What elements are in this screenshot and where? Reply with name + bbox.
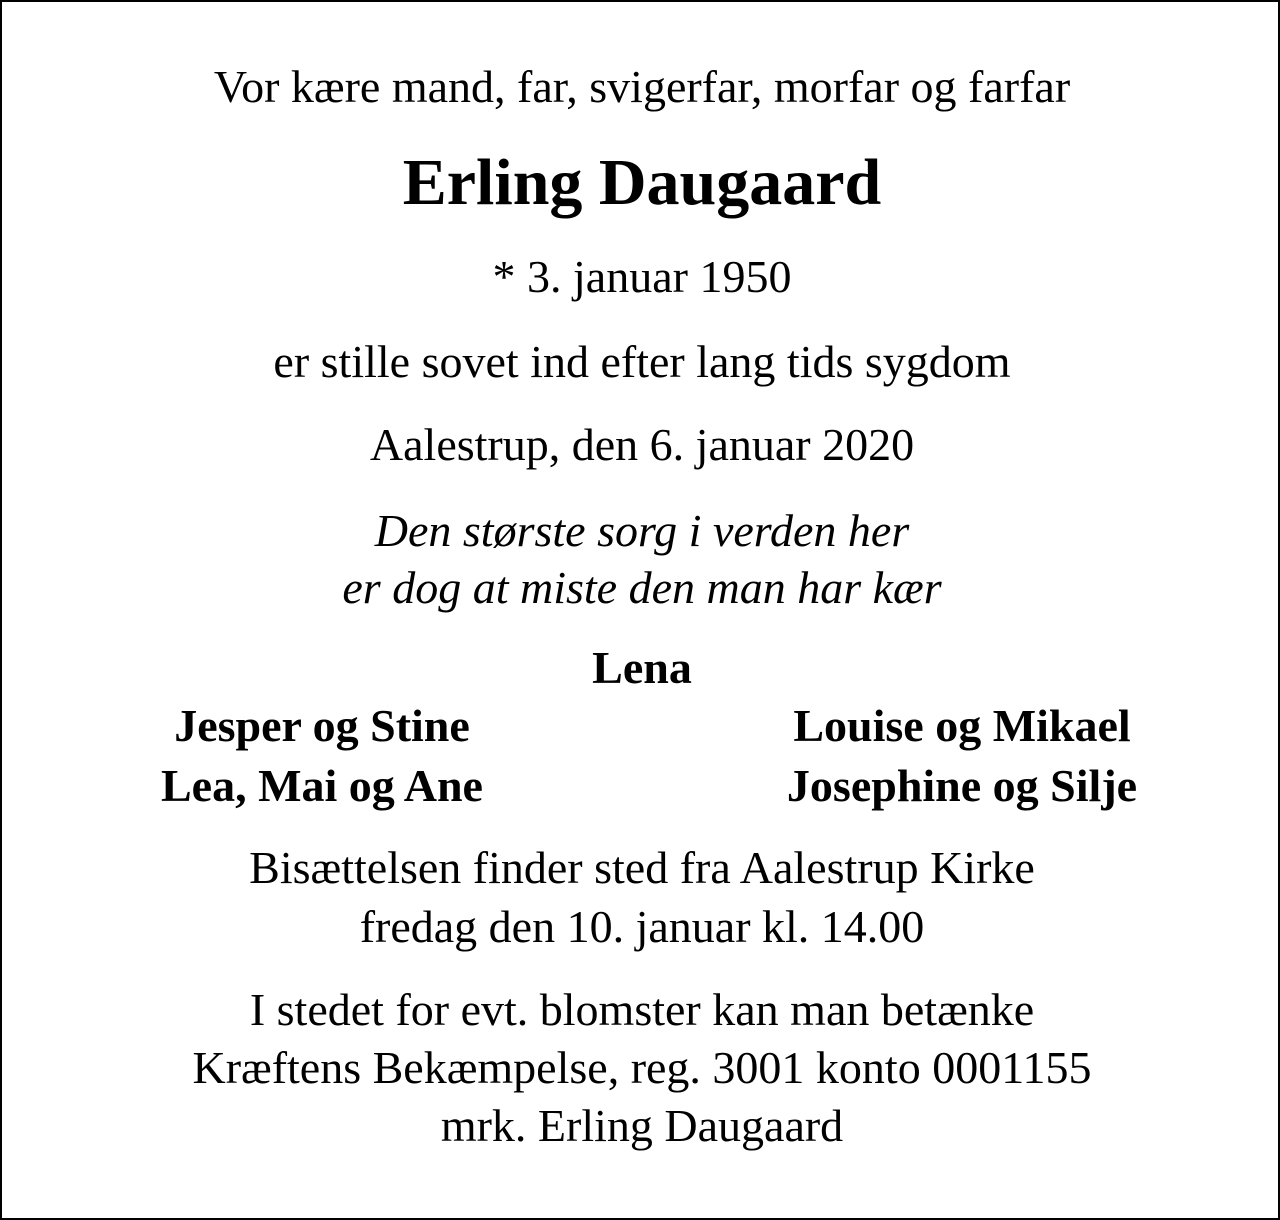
family-left-line: Lea, Mai og Ane (161, 760, 483, 811)
funeral-info-line: Bisættelsen finder sted fra Aalestrup Kirke (249, 842, 1035, 893)
intro-line: Vor kære mand, far, svigerfar, morfar og farfar (213, 61, 1071, 112)
verse-line: Den største sorg i verden her (374, 505, 910, 556)
donation-info-line: Kræftens Bekæmpelse, reg. 3001 konto 0001155 (192, 1042, 1092, 1093)
birth-date: * 3. januar 1950 (492, 251, 792, 302)
verse-line: er dog at miste den man har kær (342, 562, 942, 613)
family-right-line: Josephine og Silje (786, 760, 1138, 811)
place-and-date: Aalestrup, den 6. januar 2020 (369, 419, 915, 470)
donation-info-line: mrk. Erling Daugaard (440, 1100, 844, 1151)
family-spouse: Lena (592, 642, 692, 693)
funeral-info-line: fredag den 10. januar kl. 14.00 (359, 901, 925, 952)
family-right-line: Louise og Mikael (793, 700, 1131, 751)
donation-info-line: I stedet for evt. blomster kan man betænke (249, 984, 1035, 1035)
family-left-line: Jesper og Stine (174, 700, 470, 751)
death-statement: er stille sovet ind efter lang tids sygdom (273, 336, 1011, 387)
deceased-name: Erling Daugaard (402, 146, 882, 219)
